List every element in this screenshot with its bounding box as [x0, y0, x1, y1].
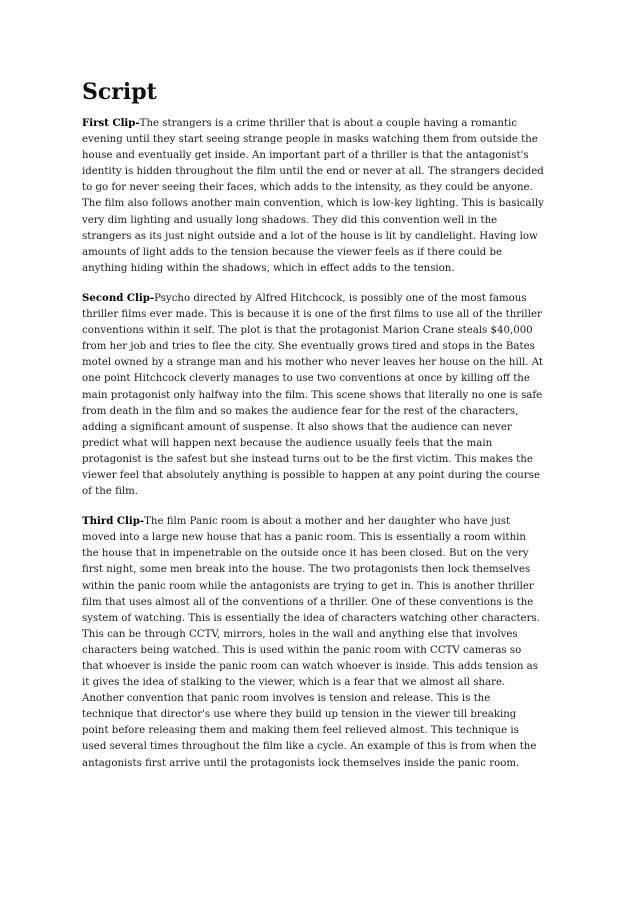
document-title: Script	[82, 79, 157, 105]
paragraph-first-clip	[82, 115, 544, 277]
paragraph-lead-third-clip: Third Clip-	[82, 515, 145, 528]
paragraph-text-first-clip: The strangers is a crime thriller that is about a couple having a romantic evening until they start seeing strange people in masks watching them from outside the house and eventually get inside. An important part of a thriller is that the antagonist's identity is hidden throughout the film until the end or never at all. The strangers decided to go for never seeing their faces, which adds to the intensity, as they could be anyone. The film also follows another main convention, which is low-key lighting. This is basically very dim lighting and usually long shadows. They did this convention well in the strangers as its just night outside and a lot of the house is lit by candlelight. Having low amounts of light adds to the tension because the viewer feels as if there could be anything hiding within the shadows, which in effect adds to the tension.	[82, 118, 544, 274]
paragraph-text-second-clip: Psycho directed by Alfred Hitchcock, is possibly one of the most famous thriller films ever made. This is because it is one of the first films to use all of the thriller conventions within it self. The plot is that the protagonist Marion Crane steals $40,000 from her job and tries to flee the city. She eventually grows tired and stops in the Bates motel owned by a strange man and his mother who never leaves her house on the hill. At one point Hitchcock cleverly manages to use two conventions at once by killing off the main protagonist only halfway into the film. This scene shows that literally no one is safe from death in the film and so makes the audience fear for the rest of the characters, adding a significant amount of suspense. It also shows that the audience can never predict what will happen next because the audience usually feels that the main protagonist is the safest but she instead turns out to be the first victim. This makes the viewer feel that absolutely anything is possible to happen at any point during the course of the film.	[82, 292, 543, 498]
document-page	[82, 78, 544, 785]
paragraph-text-third-clip: The film Panic room is about a mother and her daughter who have just moved into a large new house that has a panic room. This is essentially a room within the house that in impenetrable on the outside once it has been closed. But on the very first night, some men break into the house. The two protagonists then lock themselves within the panic room while the antagonists are trying to get in. This is another thriller film that uses almost all of the conventions of a thriller. One of these conventions is the system of watching. This is essentially the idea of characters watching other characters. This can be through CCTV, mirrors, holes in the wall and anything else that involves characters being watched. This is used within the panic room with CCTV cameras so that whoever is inside the panic room can watch whoever is inside. This adds tension as it gives the idea of stalking to the viewer, which is a fear that we almost all share. Another convention that panic room involves is tension and release. This is the technique that director's use where they build up tension in the viewer till breaking point before releasing them and making them feel relieved almost. This technique is used several times throughout the film like a cycle. An example of this is from when the antagonists first arrive until the protagonists lock themselves inside the panic room.	[82, 516, 540, 769]
paragraph-second-clip	[82, 290, 544, 500]
paragraph-lead-second-clip: Second Clip-	[82, 291, 155, 304]
paragraph-third-clip	[82, 513, 544, 772]
paragraph-lead-first-clip: First Clip-	[82, 117, 140, 129]
